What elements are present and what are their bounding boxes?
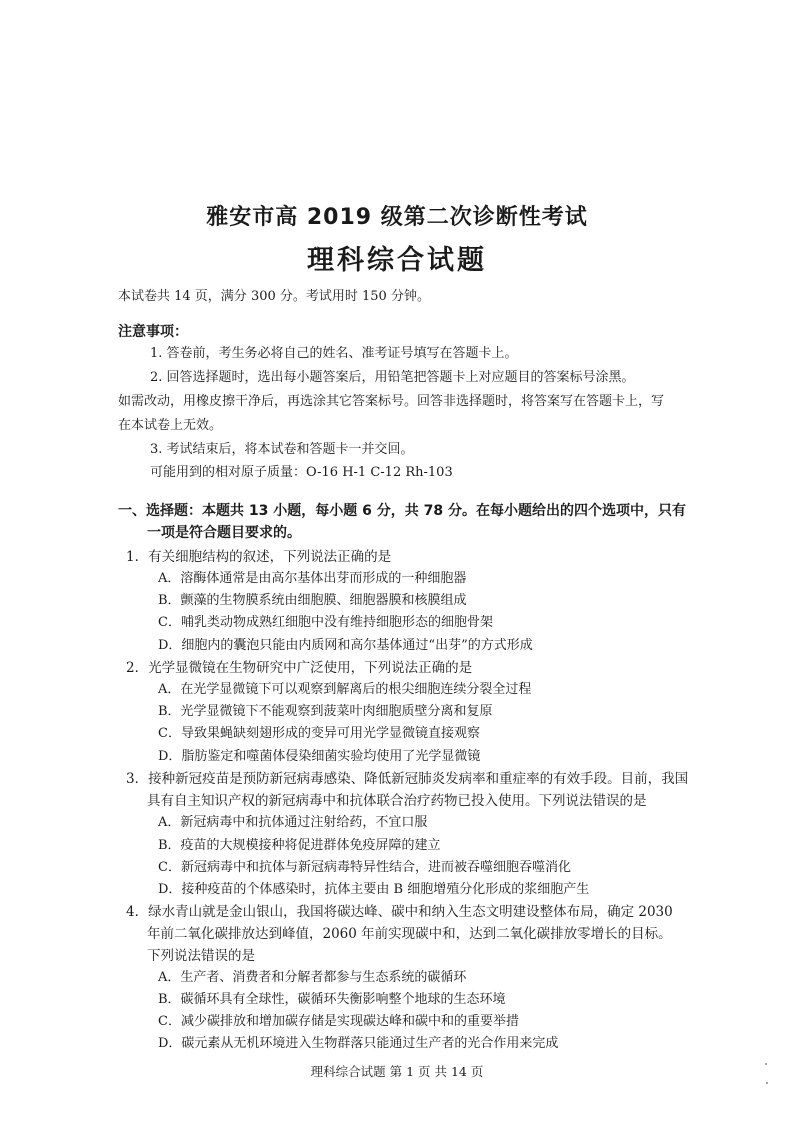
section-heading-cont: 一项是符合题目要求的。 (147, 525, 301, 541)
question-2-option-a: A．在光学显微镜下可以观察到解离后的根尖细胞连续分裂全过程 (158, 682, 532, 697)
question-4-option-c: C．减少碳排放和增加碳存储是实现碳达峰和碳中和的重要举措 (158, 1014, 519, 1029)
question-2-option-d: D．脂肪鉴定和噬菌体侵染细菌实验均使用了光学显微镜 (158, 749, 481, 764)
question-1-option-b: B．颤藻的生物膜系统由细胞膜、细胞器膜和核膜组成 (158, 593, 467, 608)
question-3-option-b: B．疫苗的大规模接种将促进群体免疫屏障的建立 (158, 838, 441, 853)
page-footer: 理科综合试题 第 1 页 共 14 页 (310, 1064, 484, 1079)
exam-intro: 本试卷共 14 页，满分 300 分。考试用时 150 分钟。 (118, 289, 430, 304)
question-4-option-a: A．生产者、消费者和分解者都参与生态系统的碳循环 (158, 970, 467, 985)
question-4-stem-cont: 年前二氧化碳排放达到峰值，2060 年前实现碳中和，达到二氧化碳排放零增长的目标。 (147, 926, 672, 942)
question-3-stem-cont: 具有自主知识产权的新冠病毒中和抗体联合治疗药物已投入使用。下列说法错误的是 (147, 793, 647, 809)
exam-title: 雅安市高 2019 级第二次诊断性考试 (206, 205, 588, 230)
question-4-stem: 4．绿水青山就是金山银山，我国将碳达峰、碳中和纳入生态文明建设整体布局，确定 2030 (126, 904, 673, 920)
note-item: 2. 回答选择题时，选出每小题答案后，用铅笔把答题卡上对应题目的答案标号涂黑。 (150, 370, 635, 385)
exam-subtitle: 理科综合试题 (307, 245, 487, 276)
question-2-stem: 2．光学显微镜在生物研究中广泛使用，下列说法正确的是 (126, 660, 473, 676)
question-4-option-b: B．碳循环具有全球性，碳循环失衡影响整个地球的生态环境 (158, 992, 506, 1007)
question-1-option-a: A．溶酶体通常是由高尔基体出芽而形成的一种细胞器 (158, 571, 467, 586)
question-3-stem: 3．接种新冠疫苗是预防新冠病毒感染、降低新冠肺炎发病率和重症率的有效手段。目前，我国 (126, 771, 689, 787)
question-3-option-c: C．新冠病毒中和抗体与新冠病毒特异性结合，进而被吞噬细胞吞噬消化 (158, 860, 571, 875)
scan-speck (765, 1063, 767, 1065)
question-2-option-c: C．导致果蝇缺刻翅形成的变异可用光学显微镜直接观察 (158, 726, 480, 741)
question-3-option-d: D．接种疫苗的个体感染时，抗体主要由 B 细胞增殖分化形成的浆细胞产生 (158, 882, 590, 897)
question-1-option-d: D．细胞内的囊泡只能由内质网和高尔基体通过“出芽”的方式形成 (158, 638, 533, 653)
section-heading: 一、选择题：本题共 13 小题，每小题 6 分，共 78 分。在每小题给出的四个选项中，只有 (118, 503, 686, 519)
note-item: 3. 考试结束后，将本试卷和答题卡一并交回。 (150, 442, 414, 457)
question-1-stem: 1．有关细胞结构的叙述，下列说法正确的是 (126, 549, 392, 565)
note-item: 在本试卷上无效。 (118, 418, 223, 433)
scan-speck (766, 1082, 768, 1084)
note-item: 1. 答卷前，考生务必将自己的姓名、准考证号填写在答题卡上。 (150, 346, 518, 361)
question-2-option-b: B．光学显微镜下不能观察到菠菜叶肉细胞质壁分离和复原 (158, 704, 493, 719)
question-1-option-c: C．哺乳类动物成熟红细胞中没有维持细胞形态的细胞骨架 (158, 615, 493, 630)
question-3-option-a: A．新冠病毒中和抗体通过注射给药，不宜口服 (158, 815, 428, 830)
note-item: 如需改动，用橡皮擦干净后，再选涂其它答案标号。回答非选择题时，将答案写在答题卡上，写 (118, 394, 665, 409)
notes-heading: 注意事项： (118, 324, 188, 340)
atomic-masses: 可能用到的相对原子质量：O-16 H-1 C-12 Rh-103 (150, 465, 453, 480)
question-4-stem-cont: 下列说法错误的是 (147, 948, 255, 964)
question-4-option-d: D．碳元素从无机环境进入生物群落只能通过生产者的光合作用来完成 (158, 1036, 559, 1051)
